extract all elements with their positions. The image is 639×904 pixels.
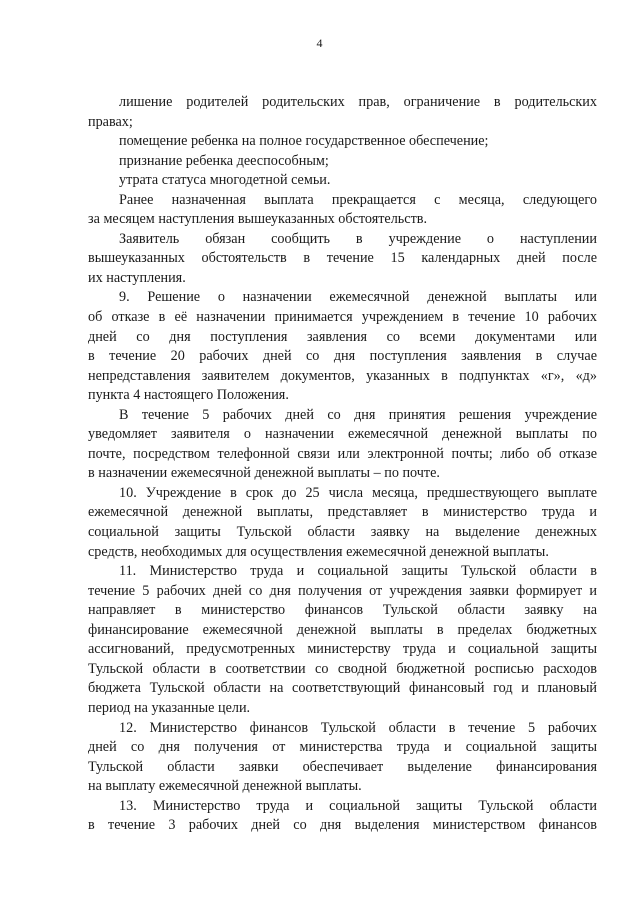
text-line: за месяцем наступления вышеуказанных обстоятельств. bbox=[88, 211, 428, 228]
text-line: утрата статуса многодетной семьи. bbox=[119, 172, 331, 189]
text-line: средств, необходимых для осуществления ежемесячной денежной выплаты. bbox=[88, 543, 549, 560]
text-line: В течение 5 рабочих дней со дня принятия решения учреждение bbox=[119, 406, 597, 423]
text-line: дней со дня поступления заявления со всеми документами или bbox=[88, 328, 597, 345]
text-line: направляет в министерство финансов Тульской области заявку на bbox=[88, 602, 597, 619]
text-line: в назначении ежемесячной денежной выплаты – по почте. bbox=[88, 465, 440, 482]
text-line: пункта 4 настоящего Положения. bbox=[88, 387, 289, 404]
text-line: 11. Министерство труда и социальной защиты Тульской области в bbox=[119, 563, 597, 580]
text-line: непредставления заявителем документов, указанных в подпунктах «г», «д» bbox=[88, 367, 597, 384]
text-line: ассигнований, предусмотренных министерству труда и социальной защиты bbox=[88, 641, 597, 658]
text-line: об отказе в её назначении принимается учреждением в течение 10 рабочих bbox=[88, 309, 597, 326]
text-line: признание ребенка дееспособным; bbox=[119, 152, 329, 169]
text-line: правах; bbox=[88, 113, 133, 130]
text-line: 10. Учреждение в срок до 25 числа месяца, предшествующего выплате bbox=[119, 484, 597, 501]
text-line: помещение ребенка на полное государственное обеспечение; bbox=[119, 133, 489, 150]
text-line: уведомляет заявителя о назначении ежемесячной денежной выплаты по bbox=[88, 426, 597, 443]
text-line: финансирование ежемесячной денежной выплаты в пределах бюджетных bbox=[88, 621, 597, 638]
text-line: Заявитель обязан сообщить в учреждение о наступлении bbox=[119, 230, 597, 247]
text-line: ежемесячной денежной выплаты, представляет в министерство труда и bbox=[88, 504, 597, 521]
text-line: социальной защиты Тульской области заявку на выделение денежных bbox=[88, 524, 597, 541]
text-line: их наступления. bbox=[88, 269, 186, 286]
page-number: 4 bbox=[316, 36, 323, 50]
text-line: на выплату ежемесячной денежной выплаты. bbox=[88, 778, 362, 795]
text-line: Тульской области в соответствии со сводной бюджетной росписью расходов bbox=[88, 660, 597, 677]
text-line: 9. Решение о назначении ежемесячной денежной выплаты или bbox=[119, 289, 597, 306]
document-body bbox=[88, 93, 597, 836]
text-line: почте, посредством телефонной связи или электронной почты; либо об отказе bbox=[88, 445, 597, 462]
text-line: лишение родителей родительских прав, ограничение в родительских bbox=[119, 94, 597, 110]
text-line: бюджета Тульской области на соответствующий финансовый год и плановый bbox=[88, 680, 597, 697]
text-line: 12. Министерство финансов Тульской области в течение 5 рабочих bbox=[119, 719, 597, 736]
text-line: в течение 3 рабочих дней со дня выделения министерством финансов bbox=[88, 817, 597, 834]
text-line: в течение 20 рабочих дней со дня поступления заявления в случае bbox=[88, 348, 597, 365]
text-line: 13. Министерство труда и социальной защиты Тульской области bbox=[119, 797, 597, 814]
text-line: дней со дня получения от министерства труда и социальной защиты bbox=[88, 739, 597, 756]
text-line: вышеуказанных обстоятельств в течение 15 календарных дней после bbox=[88, 250, 597, 267]
text-line: Тульской области заявки обеспечивает выделение финансирования bbox=[88, 758, 597, 775]
text-line: период на указанные цели. bbox=[88, 699, 251, 716]
text-line: течение 5 рабочих дней со дня получения от учреждения заявки формирует и bbox=[88, 582, 597, 599]
text-line: Ранее назначенная выплата прекращается с месяца, следующего bbox=[119, 191, 597, 208]
